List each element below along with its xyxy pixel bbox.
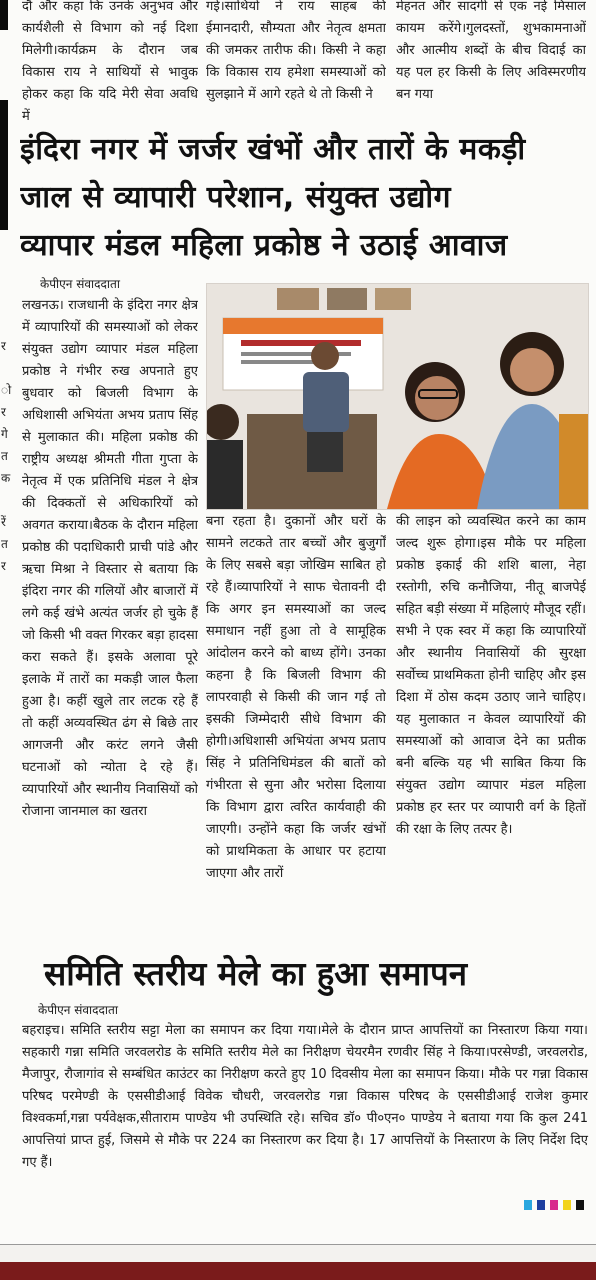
article2-byline: केपीएन संवाददाता [38,1003,118,1017]
article1-column-2 [206,511,386,941]
swatch-black [576,1200,584,1210]
swatch-blue [537,1200,545,1210]
page-edge [0,1244,596,1245]
color-registration-swatches [524,1200,584,1210]
margin-fragment: र [1,339,6,353]
article1-photo [206,283,589,510]
margin-fragment: गे [1,427,8,441]
article1-byline: केपीएन संवाददाता [40,277,120,291]
top-column-3-text: मेहनत और सादगी से एक नई मिसाल कायम करेंगे।गुलदस्तों, शुभकामनाओं और आत्मीय शब्दों के बीच विदाई का यह पल हर किसी के लिए अविस्मरणीय बन गया [396,0,586,102]
margin-bar [0,0,8,30]
meeting-photo-illustration [207,284,588,509]
swatch-cyan [524,1200,532,1210]
article2-headline: समिति स्तरीय मेले का हुआ समापन [44,954,468,993]
margin-fragment: र [1,405,6,419]
margin-bar [0,100,8,230]
margin-fragment: क [1,471,11,485]
left-margin-cutoff [0,0,18,1244]
top-column-1 [22,0,198,124]
swatch-yellow [563,1200,571,1210]
headline-line: व्यापार मंडल महिला प्रकोष्ठ ने उठाई आवाज [20,228,508,263]
margin-fragment: रें [1,515,6,529]
article1-column-3-text: की लाइन को व्यवस्थित करने का काम जल्द शुरू होगा।इस मौके पर महिला प्रकोष्ठ इकाई की शशि बाला, नेहा रस्तोगी, रुचि कनौजिया, नीतू बाजपेई सहित बड़ी संख्या में महिलाएं मौजूद रहीं। सभी ने एक स्वर में कहा कि व्यापारियों और स्थानीय निवासियों की सुरक्षा सर्वोच्च प्राथमिकता होनी चाहिए और इस दिशा में ठोस कदम उठाए जाने चाहिए।यह मुलाकात न केवल व्यापारियों की समस्याओं को आवाज देने का प्रतीक बनी बल्कि यह भी साबित किया कि संयुक्त उद्योग व्यापार मंडल महिला प्रकोष्ठ हर स्तर पर व्यापारी वर्ग के हितों की रक्षा के लिए तत्पर है। [396,514,586,837]
next-page-strip [0,1262,596,1280]
top-column-2-text: गई।साथियों ने राय साहब की ईमानदारी, सौम्यता और नेतृत्व क्षमता की जमकर तारीफ की। किसी ने कहा कि विकास राय हमेशा समस्याओं को सुलझाने में आगे रहते थे तो किसी ने [206,0,386,102]
top-column-3 [396,0,586,124]
article1-column-2-text: बना रहता है। दुकानों और घरों के सामने लटकते तार बच्चों और बुजुर्गों के लिए सबसे बड़ा जोखिम साबित हो रहे हैं।व्यापारियों ने साफ चेतावनी दी कि अगर इन समस्याओं का जल्द समाधान नहीं हुआ तो वे सामूहिक आंदोलन करने को बाध्य होंगे। उनका कहना है कि बिजली विभाग की लापरवाही से किसी की जान गई तो इसकी जिम्मेदारी सीधे विभाग की होगी।अधिशासी अभियंता अभय प्रताप सिंह ने प्रतिनिधिमंडल की बातों को गंभीरता से सुना और भरोसा दिलाया कि विभाग द्वारा त्वरित कार्यवाही की जाएगी। उन्होंने कहा कि जर्जर खंभों को प्राथमिकता के आधार पर हटाया जाएगा और तारों [206,514,386,881]
margin-fragment: त [1,449,8,463]
headline-line: इंदिरा नगर में जर्जर खंभों और तारों के मकड़ी [20,132,526,167]
article1-column-1-text: लखनऊ। राजधानी के इंदिरा नगर क्षेत्र में व्यापारियों की समस्याओं को लेकर संयुक्त उद्योग व्यापार मंडल महिला प्रकोष्ठ ने गंभीर रुख अपनाते हुए बुधवार को बिजली विभाग के अधिशासी अभियंता अभय प्रताप सिंह से मुलाकात की। महिला प्रकोष्ठ की राष्ट्रीय अध्यक्ष श्रीमती गीता गुप्ता के नेतृत्व में एक प्रतिनिधि मंडल ने क्षेत्र की दिक्कतों से अधिकारियों को अवगत कराया।बैठक के दौरान महिला प्रकोष्ठ की पदाधिकारी प्राची पांडे और ऋचा मिश्रा ने विस्तार से बताया कि इंदिरा नगर की गलियों और बाजारों में लगे कई खंभे अत्यंत जर्जर हो चुके हैं जो किसी भी वक्त गिरकर बड़ा हादसा करा सकते हैं। इसके अलावा पूरे इलाके में तारों का मकड़ी जाल फैला हुआ है। कहीं खुले तार लटक रहे हैं तो कहीं अव्यवस्थित ढंग से बिछे तार आगजनी और करंट लगने जैसी घटनाओं को न्योता दे रहे हैं। व्यापारियों और स्थानीय निवासियों को रोजाना जानमाल का खतरा [22,298,198,819]
margin-fragment: ो [1,383,12,397]
margin-fragment: त [1,537,8,551]
top-column-2 [206,0,386,124]
article1-column-1 [22,295,198,941]
swatch-magenta [550,1200,558,1210]
article1-headline [20,126,590,270]
article2-body: बहराइच। समिति स्तरीय सट्टा मेला का समापन कर दिया गया।मेले के दौरान प्राप्त आपत्तियों का निस्तारण किया गया।सहकारी गन्ना समिति जरवलरोड के समिति स्तरीय मेले का निरीक्षण चेयरमैन रणवीर सिंह ने किया।परसेण्डी, जरवलरोड, मैजापुर, रौजागांव से सम्बंधित काउंटर का निरीक्षण करते हुए 10 दिवसीय मेला का समापन किया। मौके पर गन्ना विकास परिषद परमेण्डी के एससीडीआई विवेक चौधरी, जरवलरोड गन्ना विकास परिषद के एससीडीआई राजेश कुमार विश्वकर्मा,गन्ना पर्यवेक्षक,सीताराम पाण्डेय भी उपस्थिति रहे। सचिव डॉ० पी०एन० पाण्डेय ने बताया गया कि कुल 241 आपत्तियां प्राप्त हुई, जिसमे से मौके पर 224 का निस्तारण कर दिया है। 17 आपत्तियों के निस्तारण के लिए निर्देश दिए गए हैं। [22,1023,588,1170]
article1-column-3 [396,511,586,941]
headline-line: जाल से व्यापारी परेशान, संयुक्त उद्योग [20,180,452,215]
top-column-1-text: दौं और कहा कि उनके अनुभव और कार्यशैली से विभाग को नई दिशा मिलेगी।कार्यक्रम के दौरान जब विकास राय ने साथियों से भावुक होकर कहा कि यदि मेरी सेवा अवधि में [22,0,198,124]
margin-fragment: र [1,559,6,573]
